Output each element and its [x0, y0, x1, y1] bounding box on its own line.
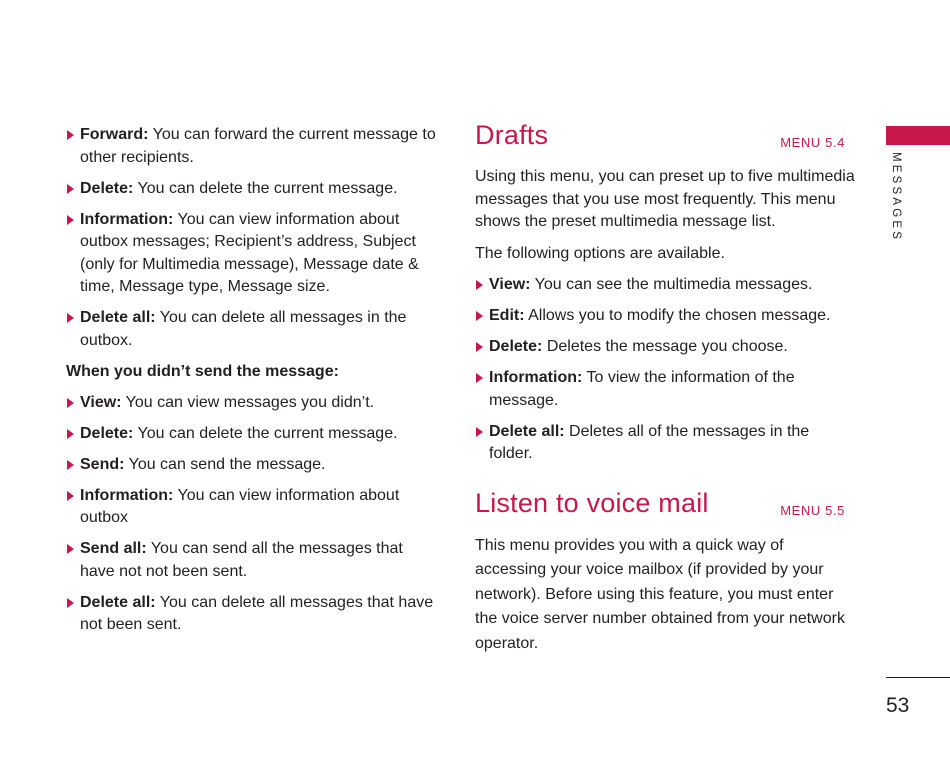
list-item: Edit: Allows you to modify the chosen message.: [475, 305, 855, 328]
bullet-arrow-icon: [476, 342, 483, 352]
right-column: [475, 120, 855, 665]
voice-mail-header: [475, 487, 855, 530]
left-column: [66, 124, 438, 645]
list-item: Forward: You can forward the current message to other recipients.: [66, 124, 438, 169]
section-title: Listen to voice mail: [475, 487, 709, 518]
bullet-arrow-icon: [67, 398, 74, 408]
list-item: Delete: Deletes the message you choose.: [475, 336, 855, 359]
list-item: Send all: You can send all the messages that have not not been sent.: [66, 538, 438, 583]
bullet-arrow-icon: [67, 313, 74, 323]
bullet-arrow-icon: [67, 184, 74, 194]
footer-rule: [886, 677, 950, 678]
menu-number: MENU 5.4: [780, 135, 845, 150]
drafts-options-intro: The following options are available.: [475, 244, 725, 262]
bullet-arrow-icon: [67, 598, 74, 608]
list-item: Information: You can view information about outbox: [66, 485, 438, 530]
subheading: When you didn’t send the message:: [66, 362, 339, 380]
bullet-arrow-icon: [67, 429, 74, 439]
list-item: Information: To view the information of the message.: [475, 367, 855, 412]
list-item: Delete: You can delete the current message.: [66, 178, 438, 201]
list-item: Send: You can send the message.: [66, 454, 438, 477]
section-tab-marker: [886, 126, 950, 145]
list-item: Delete all: You can delete all messages in the outbox.: [66, 307, 438, 352]
bullet-arrow-icon: [67, 544, 74, 554]
list-item: View: You can view messages you didn’t.: [66, 392, 438, 415]
bullet-arrow-icon: [476, 373, 483, 383]
list-item: Information: You can view information about outbox messages; Recipient’s address, Subject (only for Multimedia message), Message date & time, Message type, Message size.: [66, 209, 438, 299]
voice-mail-body: This menu provides you with a quick way of accessing your voice mailbox (if provided by your network). Before using this feature, you must enter the voice server number obtained from your network operator.: [475, 536, 845, 652]
bullet-arrow-icon: [476, 280, 483, 290]
list-item: Delete: You can delete the current message.: [66, 423, 438, 446]
bullet-arrow-icon: [67, 460, 74, 470]
bullet-arrow-icon: [67, 130, 74, 140]
menu-number: MENU 5.5: [780, 502, 845, 518]
drafts-header: [475, 120, 855, 162]
bullet-arrow-icon: [476, 311, 483, 321]
list-item: View: You can see the multimedia messages.: [475, 274, 855, 297]
drafts-intro: Using this menu, you can preset up to five multimedia messages that you use most frequently. This menu shows the preset multimedia message list.: [475, 168, 855, 230]
page-number: 53: [886, 694, 910, 717]
section-side-label: MESSAGES: [890, 152, 902, 243]
list-item: Delete all: You can delete all messages that have not been sent.: [66, 592, 438, 637]
bullet-arrow-icon: [67, 215, 74, 225]
bullet-arrow-icon: [67, 491, 74, 501]
list-item: Delete all: Deletes all of the messages in the folder.: [475, 421, 855, 466]
bullet-arrow-icon: [476, 427, 483, 437]
section-title: Drafts: [475, 120, 549, 150]
